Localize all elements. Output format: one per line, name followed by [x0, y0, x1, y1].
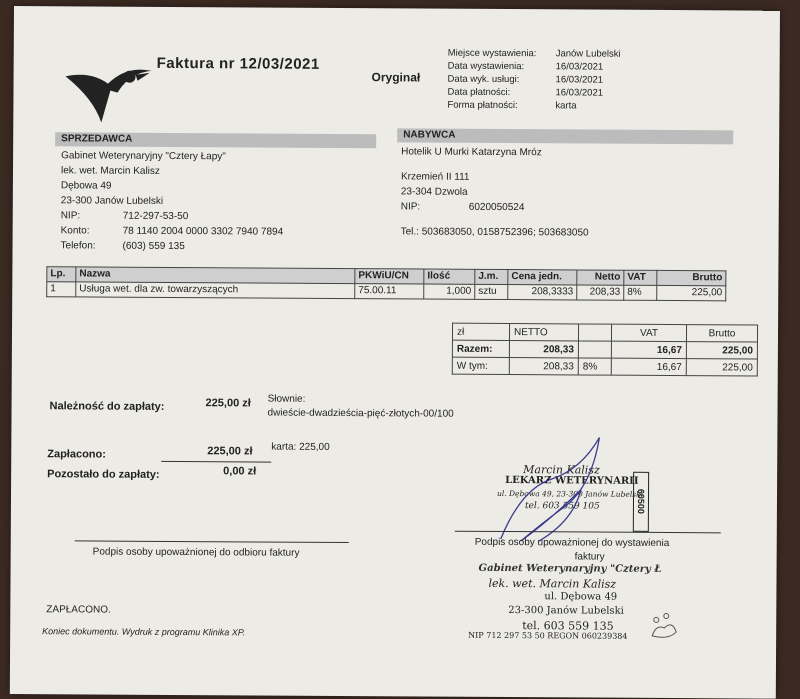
paid-method: karta: 225,00: [271, 441, 330, 453]
left-value: 0,00 zł: [223, 465, 257, 478]
sum-h-vat: VAT: [611, 324, 686, 341]
stamp-title: LEKARZ WETERYNARII: [505, 475, 639, 487]
issuer-stamp-line6: NIP 712 297 53 50 REGON 060239384: [468, 630, 628, 641]
issuer-sign-label-2: faktury: [574, 551, 605, 563]
issuer-stamp-line4: 23-300 Janów Lubelski: [508, 605, 624, 617]
sum-razem-rate: [578, 341, 611, 358]
table-row: [47, 282, 726, 301]
items-table: [46, 266, 726, 301]
due-value: 225,00 zł: [205, 397, 251, 410]
summary-razem-row: [452, 340, 757, 359]
left-label: Pozostało do zapłaty:: [47, 468, 160, 481]
col-brutto: Brutto: [657, 270, 726, 285]
seller-konto-label: Konto:: [60, 225, 90, 237]
sum-h-netto: NETTO: [509, 324, 578, 341]
seller-tel: (603) 559 135: [122, 240, 185, 253]
col-lp: Lp.: [47, 267, 76, 282]
buyer-nip: 6020050524: [468, 201, 525, 214]
clinic-logo: [63, 58, 153, 125]
buyer-city: 23-304 Dzwola: [400, 186, 468, 198]
meta-value: 16/03/2021: [555, 61, 604, 73]
issuer-stamp-line5: tel. 603 559 135: [522, 619, 614, 633]
seller-nip-label: NIP:: [60, 210, 81, 222]
sum-razem-netto: 208,33: [509, 341, 578, 358]
buyer-street: Krzemień II 111: [400, 171, 470, 183]
meta-label: Miejsce wystawienia:: [447, 47, 537, 60]
paid-underline: [161, 461, 271, 463]
seller-name: Gabinet Weterynaryjny "Cztery Łapy": [61, 150, 226, 163]
meta-value: 16/03/2021: [555, 87, 604, 99]
cell-pkwiu: 75.00.11: [355, 284, 424, 299]
stamp-tel: tel. 603 559 105: [524, 501, 600, 512]
document-end-note: Koniec dokumentu. Wydruk z programu Klinika XP.: [42, 626, 246, 638]
stamp-addr: ul. Dębowa 49, 23-300 Janów Lubelski: [497, 488, 644, 499]
col-jm: J.m.: [475, 269, 508, 284]
cell-netto: 208,33: [577, 285, 624, 300]
sum-wtym-brutto: 225,00: [686, 359, 757, 376]
receiver-sign-label: Podpis osoby upoważnionej do odbioru faktury: [92, 546, 300, 559]
buyer-nip-label: NIP:: [400, 201, 421, 213]
col-pkwiu: PKWiU/CN: [355, 269, 424, 284]
sum-wtym-vat: 16,67: [611, 358, 686, 375]
sum-wtym-netto: 208,33: [509, 358, 578, 375]
meta-value: 16/03/2021: [555, 74, 604, 86]
cell-ilosc: 1,000: [424, 284, 475, 299]
cell-cena: 208,3333: [508, 285, 577, 300]
cell-lp: 1: [47, 282, 76, 297]
seller-konto: 78 1140 2004 0000 3302 7940 7894: [122, 225, 284, 238]
issuer-stamp-line1: Gabinet Weterynaryjny "Cztery Ł: [478, 562, 662, 575]
col-netto: Netto: [577, 270, 624, 285]
receiver-sign-line: [75, 540, 349, 543]
col-cena: Cena jedn.: [508, 270, 577, 285]
sum-wtym-label: W tym:: [452, 357, 509, 374]
cell-brutto: 225,00: [657, 285, 726, 300]
sum-wtym-rate: 8%: [578, 358, 611, 375]
words-label: Słownie:: [267, 393, 306, 405]
summary-header-row: [452, 323, 757, 342]
buyer-name: Hotelik U Murki Katarzyna Mróz: [401, 146, 542, 159]
invoice-meta: [447, 47, 620, 113]
meta-label: Data wystawienia:: [447, 60, 525, 73]
sum-h-brutto: Brutto: [686, 325, 757, 342]
sum-razem-brutto: 225,00: [686, 342, 757, 359]
seller-street: Dębowa 49: [60, 180, 112, 192]
paid-stamp: ZAPŁACONO.: [46, 604, 111, 616]
original-label: Oryginał: [371, 70, 421, 85]
issuer-sign-label-1: Podpis osoby upoważnionej do wystawienia: [474, 536, 670, 550]
invoice-document: [10, 6, 780, 699]
cell-nazwa: Usługa wet. dla zw. towarzyszących: [76, 282, 355, 299]
buyer-header: NABYWCA: [397, 128, 733, 144]
paid-label: Zapłacono:: [47, 448, 106, 461]
paid-value: 225,00 zł: [207, 445, 253, 458]
invoice-title: Faktura nr 12/03/2021: [156, 54, 320, 73]
seller-block: [60, 148, 283, 254]
seller-nip: 712-297-53-50: [122, 210, 189, 223]
words-value: dwieście-dwadzieścia-pięć-złotych-00/100: [267, 407, 454, 420]
seller-tel-label: Telefon:: [60, 240, 96, 252]
meta-label: Data wyk. usługi:: [447, 73, 520, 86]
issuer-stamp-line3: ul. Dębowa 49: [544, 591, 618, 603]
sum-h-rate: [578, 324, 611, 341]
seller-city: 23-300 Janów Lubelski: [60, 195, 164, 207]
cell-vat: 8%: [624, 285, 657, 300]
meta-value: Janów Lubelski: [555, 48, 621, 60]
sum-h-zl: zł: [452, 323, 509, 340]
meta-value: karta: [555, 100, 577, 112]
col-vat: VAT: [624, 270, 657, 285]
issuer-stamp-line2: lek. wet. Marcin Kalisz: [488, 576, 617, 591]
meta-label: Data płatności:: [447, 86, 511, 99]
summary-table: [452, 323, 758, 377]
sum-razem-vat: 16,67: [611, 341, 686, 358]
col-ilosc: Ilość: [424, 269, 475, 284]
buyer-tel: Tel.: 503683050, 0158752396; 503683050: [400, 226, 589, 239]
seller-header: SPRZEDAWCA: [55, 132, 376, 148]
seller-person: lek. wet. Marcin Kalisz: [60, 165, 160, 177]
cell-jm: sztu: [475, 284, 508, 299]
stamp-name: Marcin Kalisz: [523, 463, 600, 477]
sum-razem-label: Razem:: [452, 340, 509, 357]
buyer-block: [401, 144, 590, 240]
paw-icon: [646, 610, 682, 642]
col-nazwa: Nazwa: [76, 267, 355, 284]
stamp-number: 60500: [633, 472, 649, 532]
meta-label: Forma płatności:: [447, 99, 518, 112]
summary-wtym-row: [452, 357, 757, 376]
due-label: Należność do zapłaty:: [49, 400, 165, 413]
